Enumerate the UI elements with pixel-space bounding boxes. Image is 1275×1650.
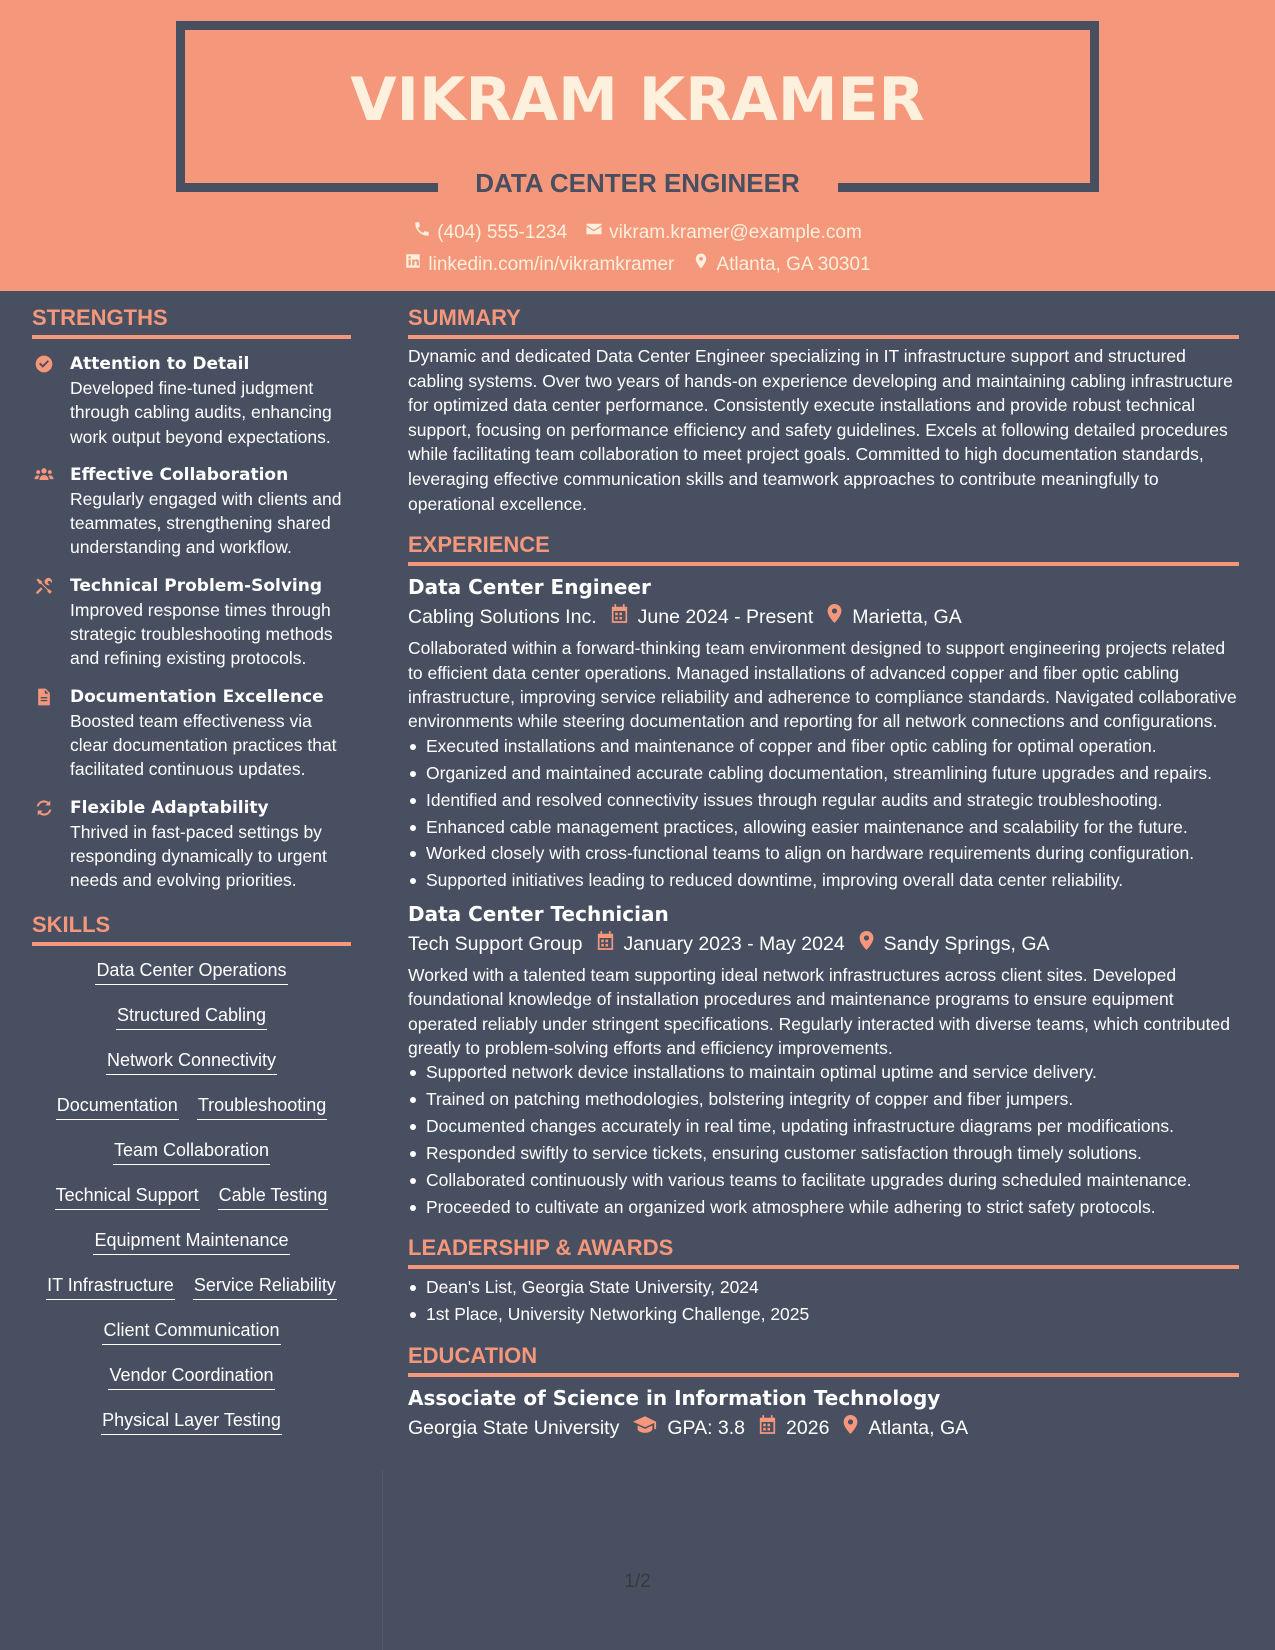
skill-row <box>32 1362 351 1407</box>
strength-item <box>32 463 351 560</box>
strength-title: Attention to Detail <box>70 354 250 374</box>
skills-list <box>32 957 351 1452</box>
map-pin-icon <box>692 252 710 277</box>
job-dates: June 2024 - Present <box>637 606 814 629</box>
gpa: GPA: 3.8 <box>667 1416 746 1439</box>
location-text: Atlanta, GA 30301 <box>716 253 871 275</box>
skill-row <box>32 1002 351 1047</box>
skill-tag: Vendor Coordination <box>108 1362 274 1390</box>
skill-tag: Physical Layer Testing <box>101 1407 282 1435</box>
job-dates: January 2023 - May 2024 <box>623 932 845 955</box>
check-circle-icon <box>34 354 54 374</box>
skill-row <box>32 1092 351 1137</box>
list-item: Trained on patching methodologies, bolstering integrity of copper and fiber jumpers. <box>408 1087 1239 1111</box>
skills-heading: SKILLS <box>32 910 351 946</box>
right-column <box>408 303 1239 1443</box>
tools-icon <box>34 576 54 596</box>
skill-tag: Network Connectivity <box>106 1047 277 1075</box>
list-item: Executed installations and maintenance of copper and fiber optic cabling for optimal operation. <box>408 734 1239 758</box>
skill-row <box>32 1047 351 1092</box>
job-entry <box>408 572 1239 893</box>
skill-tag: Data Center Operations <box>95 957 287 985</box>
education-meta <box>408 1413 1239 1443</box>
calendar-icon <box>593 929 614 959</box>
job-entry <box>408 899 1239 1220</box>
skill-row <box>32 1137 351 1182</box>
page-number: 1/2 <box>624 1571 651 1592</box>
strength-title: Effective Collaboration <box>70 464 289 485</box>
strength-desc: Regularly engaged with clients and teammates, strengthening shared understanding and workflow. <box>70 488 342 558</box>
awards-list <box>408 1275 1239 1326</box>
job-location: Marietta, GA <box>852 606 962 629</box>
skill-tag: Equipment Maintenance <box>93 1227 289 1255</box>
company-name: Tech Support Group <box>408 932 583 955</box>
map-pin-icon <box>823 602 842 632</box>
strengths-list <box>32 352 351 892</box>
job-meta <box>408 929 1239 959</box>
list-item: Supported network device installations to maintain optimal uptime and service delivery. <box>408 1060 1239 1084</box>
company-name: Cabling Solutions Inc. <box>408 606 597 629</box>
list-item: Dean's List, Georgia State University, 2024 <box>408 1275 1239 1299</box>
sync-icon <box>34 798 54 818</box>
list-item: Documented changes accurately in real time, updating infrastructure diagrams per modifications. <box>408 1114 1239 1138</box>
experience-heading: EXPERIENCE <box>408 530 1239 566</box>
users-icon <box>34 465 54 485</box>
job-location: Sandy Springs, GA <box>883 932 1050 955</box>
strength-item <box>32 685 351 782</box>
strength-title: Flexible Adaptability <box>70 797 269 818</box>
graduation-cap-icon <box>629 1413 657 1443</box>
skill-row <box>32 957 351 1002</box>
document-icon <box>34 687 54 707</box>
location-contact <box>692 252 870 277</box>
candidate-name: VIKRAM KRAMER <box>350 65 925 135</box>
leadership-section <box>408 1233 1239 1326</box>
calendar-icon <box>755 1413 776 1443</box>
skill-row <box>32 1407 351 1452</box>
education-heading: EDUCATION <box>408 1341 1239 1377</box>
job-title: Data Center Technician <box>408 901 669 926</box>
skill-tag: Team Collaboration <box>113 1137 270 1165</box>
summary-heading: SUMMARY <box>408 303 1239 339</box>
strength-item <box>32 796 351 893</box>
column-divider <box>382 1470 383 1650</box>
skill-tag: Troubleshooting <box>197 1092 327 1120</box>
job-description: Worked with a talented team supporting ideal network infrastructures across client sites. Developed foundational knowledge of installation procedures and maintenance programs to ensure equipment operated reliably under stringent specifications. Regularly interacted with diverse teams, which contributed greatly to problem-solving efforts and efficiency improvements. <box>408 964 1230 1058</box>
header-banner <box>0 0 1275 291</box>
strength-desc: Thrived in fast-paced settings by responding dynamically to urgent needs and evolving priorities. <box>70 821 327 891</box>
skill-tag: Documentation <box>56 1092 179 1120</box>
education-location: Atlanta, GA <box>868 1416 969 1439</box>
job-title-header: DATA CENTER ENGINEER <box>475 168 800 198</box>
degree-title: Associate of Science in Information Technology <box>408 1385 941 1410</box>
contact-row-1 <box>0 220 1275 245</box>
strength-title: Technical Problem-Solving <box>70 575 323 596</box>
skill-tag: IT Infrastructure <box>46 1272 175 1300</box>
email-text: vikram.kramer@example.com <box>609 221 862 243</box>
skill-tag: Cable Testing <box>218 1182 329 1210</box>
job-bullets <box>408 1060 1239 1219</box>
list-item: 1st Place, University Networking Challenge, 2025 <box>408 1302 1239 1326</box>
linkedin-contact[interactable] <box>404 252 674 277</box>
phone-contact[interactable] <box>413 220 567 245</box>
skill-row <box>32 1227 351 1272</box>
list-item: Collaborated continuously with various teams to facilitate upgrades during scheduled maintenance. <box>408 1168 1239 1192</box>
list-item: Proceeded to cultivate an organized work atmosphere while adhering to strict safety protocols. <box>408 1195 1239 1219</box>
job-bullets <box>408 734 1239 893</box>
strength-item <box>32 574 351 671</box>
list-item: Organized and maintained accurate cabling documentation, streamlining future upgrades and repairs. <box>408 761 1239 785</box>
skill-tag: Technical Support <box>55 1182 200 1210</box>
education-section <box>408 1341 1239 1443</box>
graduation-year: 2026 <box>786 1416 830 1439</box>
list-item: Supported initiatives leading to reduced downtime, improving overall data center reliability. <box>408 868 1239 892</box>
job-description: Collaborated within a forward-thinking team environment designed to support engineering projects related to efficient data center operations. Managed installations of advanced copper and fiber optic cabling infrastructure, improving service reliability and adherence to compliance standards. Navigated collaborative environments while steering documentation and reporting for all network connections and configurations. <box>408 638 1237 732</box>
strength-desc: Developed fine-tuned judgment through cabling audits, enhancing work output beyond expectations. <box>70 378 332 447</box>
map-pin-icon <box>855 929 874 959</box>
skill-row <box>32 1272 351 1317</box>
list-item: Identified and resolved connectivity issues through regular audits and strategic troubleshooting. <box>408 788 1239 812</box>
strength-title: Documentation Excellence <box>70 686 324 707</box>
strength-desc: Boosted team effectiveness via clear documentation practices that facilitated continuous updates. <box>70 710 337 780</box>
strength-desc: Improved response times through strategic troubleshooting methods and refining existing protocols. <box>70 599 333 669</box>
skill-tag: Structured Cabling <box>116 1002 267 1030</box>
list-item: Enhanced cable management practices, allowing easier maintenance and scalability for the future. <box>408 815 1239 839</box>
skill-tag: Client Communication <box>102 1317 280 1345</box>
list-item: Worked closely with cross-functional teams to align on hardware requirements during configuration. <box>408 841 1239 865</box>
skill-tag: Service Reliability <box>193 1272 337 1300</box>
summary-text: Dynamic and dedicated Data Center Engineer specializing in IT infrastructure support and structured cabling systems. Over two years of hands-on experience developing and maintaining cabling infrastructure for optimized data center performance. Consistently execute installations and provide robust technical support, focusing on performance efficiency and safety guidelines. Excels at following detailed procedures while facilitating team collaboration to meet project goals. Committed to high documentation standards, leveraging effective communication skills and teamwork approaches to contribute meaningfully to operational excellence. <box>408 346 1233 514</box>
job-meta <box>408 602 1239 632</box>
linkedin-text: linkedin.com/in/vikramkramer <box>428 253 675 275</box>
school-name: Georgia State University <box>408 1416 620 1439</box>
linkedin-icon <box>404 252 422 277</box>
map-pin-icon <box>839 1413 858 1443</box>
envelope-icon <box>585 220 603 245</box>
leadership-heading: LEADERSHIP & AWARDS <box>408 1233 1239 1269</box>
skill-row <box>32 1182 351 1227</box>
left-column <box>32 303 351 1452</box>
skill-row <box>32 1317 351 1362</box>
experience-section <box>408 530 1239 1219</box>
phone-icon <box>413 220 431 245</box>
list-item: Responded swiftly to service tickets, ensuring customer satisfaction through timely solutions. <box>408 1141 1239 1165</box>
email-contact[interactable] <box>585 220 862 245</box>
contact-row-2 <box>0 252 1275 277</box>
job-title: Data Center Engineer <box>408 575 651 600</box>
strengths-heading: STRENGTHS <box>32 303 351 339</box>
phone-text: (404) 555-1234 <box>437 221 568 243</box>
strength-item <box>32 352 351 449</box>
calendar-icon <box>607 602 628 632</box>
